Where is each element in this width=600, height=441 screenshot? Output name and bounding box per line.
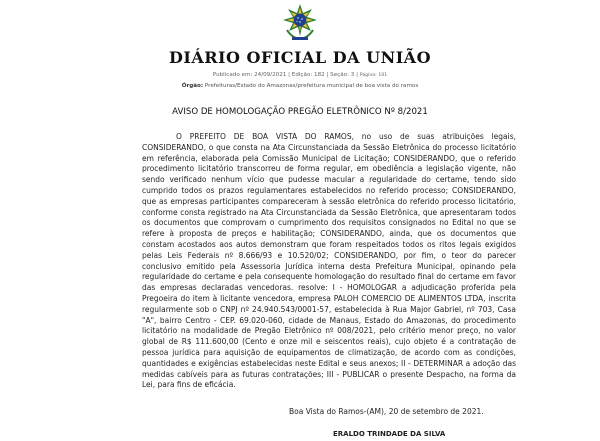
page-number: 101 [378, 73, 388, 78]
published-label: Publicado em: [212, 72, 253, 78]
seal-blue-disc [294, 14, 307, 27]
page-label: Página: [359, 73, 377, 78]
organ-name: Prefeituras/Estado do Amazonas/prefeitura municipal de boa vista do ramos [204, 83, 419, 89]
organ-label: Órgão: [181, 83, 204, 89]
date-line: Boa Vista do Ramos-(AM), 20 de setembro de 2021. [289, 407, 484, 416]
section-number: 3 [350, 72, 355, 78]
seal-ribbon [292, 37, 308, 40]
body-paragraph: O PREFEITO DE BOA VISTA DO RAMOS, no uso de suas atribuições legais, CONSIDERANDO, o que consta na Ata Circunstanciada da Sessão Eletrônica do processo licitatório em referência, elaborada pela Comissão Municipal de Licitação; CONSIDERANDO, que o referido procedimento licitatório transcorreu de forma regular, em obediência a legislação vigente, não sendo verificado nenhum vício que pudesse macular a regularidade do certame, tendo sido cumprido todos os prazos regulamentares estabelecidos no referido processo; CONSIDERANDO, que as empresas participantes compareceram à sessão eletrônica do referido processo licitatório, conforme consta registrado na Ata Circunstanciada da Sessão Eletrônica, que apresentaram todos os documentos que comprovam o cumprimento dos requisitos consignados no Edital no que se refere à proposta de preços e habilitação; CONSIDERANDO, ainda, que os documentos que constam acostados aos autos demonstram que foram respeitados todos os ritos legais exigidos pelas Leis Federais nº 8.666/93 e 10.520/02; CONSIDERANDO, por fim, o teor do parecer conclusivo emitido pela Assessoria Jurídica interna desta Prefeitura Municipal, opinando pela regularidade do certame e pela consequente homologação do resultado final do certame em favor das empresas declaradas vencedoras. resolve: I - HOMOLOGAR a adjudicação proferida pela Pregoeira do item à licitante vencedora, empresa PALOH COMERCIO DE ALIMENTOS LTDA, inscrita regularmente sob o CNPJ nº 24.940.543/0001-57, estabelecida à Rua Major Gabriel, nº 703, Casa "A", bairro Centro - CEP. 69.020-060, cidade de Manaus, Estado do Amazonas, do procedimento licitatório na modalidade de Pregão Eletrônico nº 008/2021, pelo critério menor preço, no valor global de R$ 111.600,00 (Cento e onze mil e seiscentos reais), cujo objeto é a contratação de pessoa jurídica para aquisição de equipamentos de climatização, de acordo com as condições, quantidades e exigências estabelecidas neste Edital e seus anexos; II - DETERMINAR a adoção das medidas cabíveis para as futuras contratações; III - PUBLICAR o presente Despacho, na forma da Lei, para fins de eficácia. [142, 132, 516, 390]
coat-of-arms-seal-icon [283, 4, 317, 42]
organ-line [0, 83, 600, 89]
document-body [142, 132, 516, 391]
publication-meta: Publicado em: 24/09/2021 | Edição: 182 | Seção: 3 | Página: 101 [212, 72, 388, 78]
edition-number: 182 [314, 72, 325, 78]
edition-label: Edição: [291, 72, 313, 78]
document-title: AVISO DE HOMOLOGAÇÃO PREGÃO ELETRÔNICO Nº 8/2021 [172, 107, 428, 117]
published-date: 24/09/2021 [254, 72, 287, 78]
signatory-name: ERALDO TRINDADE DA SILVA [333, 430, 446, 438]
gazette-title: DIÁRIO OFICIAL DA UNIÃO [168, 48, 432, 67]
section-label: Seção: [330, 72, 349, 78]
